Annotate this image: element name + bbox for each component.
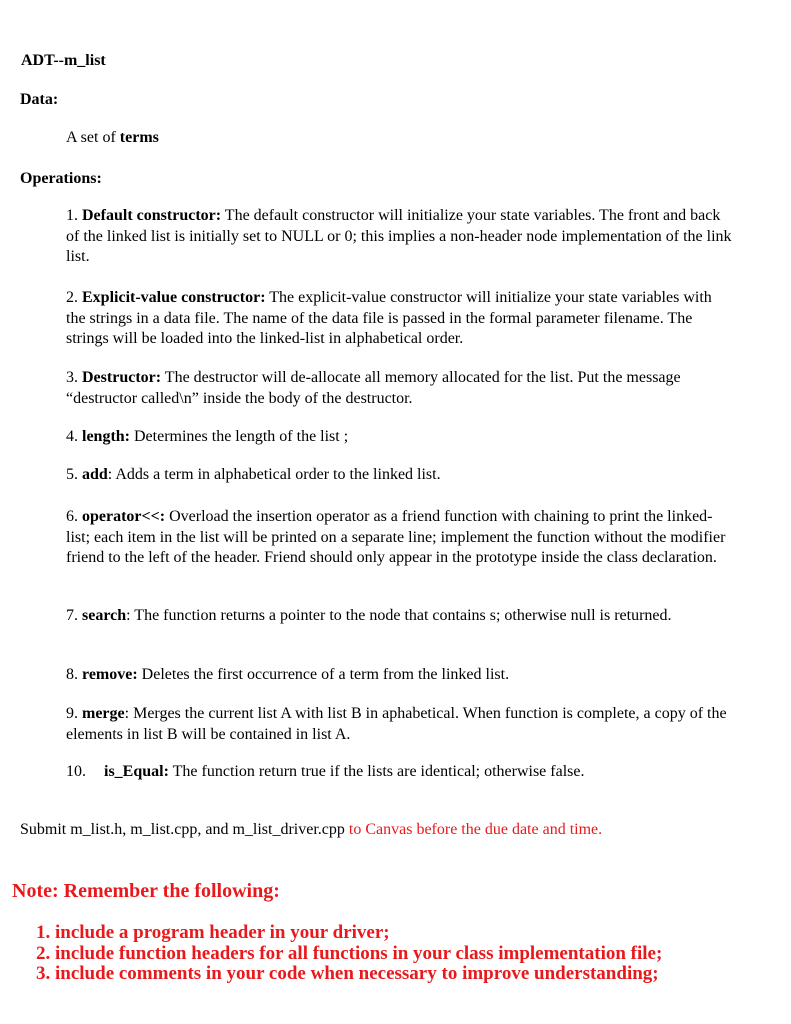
operation-name: Explicit-value constructor: xyxy=(82,289,266,306)
operation-name: add xyxy=(82,466,108,483)
operation-item-is-equal xyxy=(66,762,732,783)
operation-number: 1. xyxy=(66,207,82,224)
operation-number: 4. xyxy=(66,428,82,445)
operation-number: 9. xyxy=(66,705,82,722)
document-title: ADT--m_list xyxy=(21,52,106,69)
operation-text: The default constructor will initialize your state variables. The front and back of the linked list is initially set to NULL or 0; this implies a non-header node implementation of the link list. xyxy=(66,207,732,265)
operation-number: 6. xyxy=(66,508,82,525)
data-description xyxy=(66,129,159,147)
operation-text: : The function returns a pointer to the node that contains s; otherwise null is returned. xyxy=(126,607,672,624)
operation-item-destructor xyxy=(66,368,732,409)
operation-item-add xyxy=(66,465,732,486)
operation-number: 8. xyxy=(66,666,82,683)
operation-item-remove xyxy=(66,665,732,686)
note-title: Note: Remember the following: xyxy=(12,880,280,902)
operation-item-explicit-value-constructor xyxy=(66,288,732,350)
operation-text: : Adds a term in alphabetical order to the linked list. xyxy=(107,466,441,483)
operation-text: Deletes the first occurrence of a term from the linked list. xyxy=(137,666,510,683)
operations-heading: Operations: xyxy=(20,170,102,187)
operation-item-operator-insertion xyxy=(66,507,732,569)
operation-text: The destructor will de-allocate all memory allocated for the list. Put the message “destructor called\n” inside the body of the destructor. xyxy=(66,369,681,407)
operation-item-search xyxy=(66,606,732,627)
operation-name: length: xyxy=(82,428,130,445)
operation-text: Determines the length of the list ; xyxy=(130,428,349,445)
submit-files: Submit m_list.h, m_list.cpp, and m_list_driver.cpp xyxy=(20,821,345,838)
note-item: 2. include function headers for all functions in your class implementation file; xyxy=(36,942,663,964)
data-description-terms: terms xyxy=(119,129,159,146)
operation-number: 10. xyxy=(66,763,86,780)
operation-name: operator<<: xyxy=(82,508,166,525)
submit-instructions xyxy=(20,821,602,839)
operation-text: The explicit-value constructor will initialize your state variables with the strings in a data file. The name of the data file is passed in the formal parameter filename. The strings will be loaded into the linked-list in alphabetical order. xyxy=(66,289,712,347)
operation-number: 5. xyxy=(66,466,82,483)
operation-item-length xyxy=(66,427,732,448)
operation-name: merge xyxy=(82,705,125,722)
note-item: 3. include comments in your code when necessary to improve understanding; xyxy=(36,963,659,984)
operation-text: : Merges the current list A with list B in aphabetical. When function is complete, a copy of the elements in list B will be contained in list A. xyxy=(66,705,727,743)
operation-name: search xyxy=(82,607,127,624)
operation-name: is_Equal: xyxy=(104,763,169,780)
operation-number: 3. xyxy=(66,369,82,386)
submit-deadline: to Canvas before the due date and time. xyxy=(344,821,603,838)
operation-number: 7. xyxy=(66,607,82,624)
operation-name: Default constructor: xyxy=(82,207,222,224)
operation-text: Overload the insertion operator as a friend function with chaining to print the linked-list; each item in the list will be printed on a separate line; implement the function without the modifier friend to the left of the header. Friend should only appear in the prototype inside the class declaration. xyxy=(66,508,726,566)
operation-name: remove: xyxy=(82,666,138,683)
data-heading: Data: xyxy=(20,91,59,108)
operation-text: The function return true if the lists are identical; otherwise false. xyxy=(168,763,585,780)
operation-number: 2. xyxy=(66,289,82,306)
data-description-prefix: A set of xyxy=(66,129,120,146)
note-item: 1. include a program header in your driver; xyxy=(36,922,390,943)
operation-item-merge xyxy=(66,704,732,745)
operation-item-default-constructor xyxy=(66,206,732,268)
note-list xyxy=(36,923,662,985)
operation-name: Destructor: xyxy=(82,369,162,386)
